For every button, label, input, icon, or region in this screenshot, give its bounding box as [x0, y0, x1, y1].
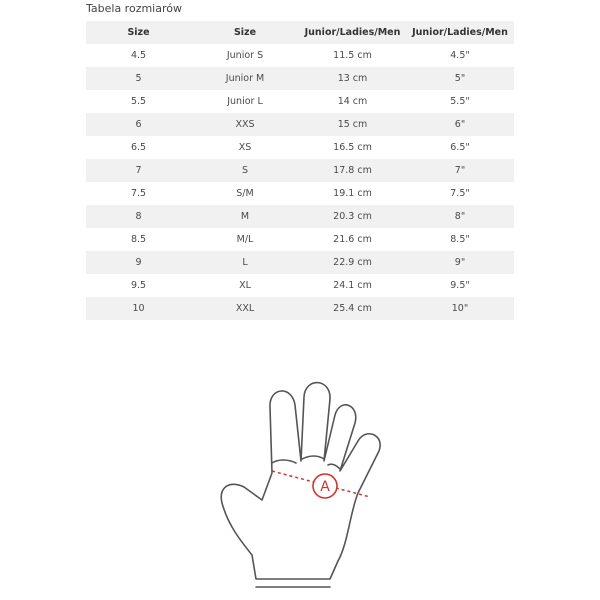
- table-row: [86, 228, 514, 251]
- cell-circumference-cm: 11.5 cm: [299, 44, 406, 67]
- table-row: [86, 159, 514, 182]
- cell-circumference-inch: 4.5": [406, 44, 514, 67]
- cell-size-label: Junior L: [191, 90, 299, 113]
- finger-crease-3: [328, 464, 340, 469]
- cell-size-number: 7: [86, 159, 191, 182]
- cell-size-number: 9.5: [86, 274, 191, 297]
- cell-size-number: 6.5: [86, 136, 191, 159]
- cell-size-number: 9: [86, 251, 191, 274]
- table-header-row: [86, 21, 514, 44]
- cell-circumference-inch: 7": [406, 159, 514, 182]
- cell-circumference-cm: 16.5 cm: [299, 136, 406, 159]
- size-table: [86, 21, 514, 320]
- cell-size-label: S/M: [191, 182, 299, 205]
- table-row: [86, 274, 514, 297]
- cell-circumference-cm: 24.1 cm: [299, 274, 406, 297]
- cell-circumference-cm: 21.6 cm: [299, 228, 406, 251]
- cell-circumference-cm: 17.8 cm: [299, 159, 406, 182]
- table-row: [86, 182, 514, 205]
- cell-circumference-cm: 14 cm: [299, 90, 406, 113]
- hand-outline: [221, 383, 380, 587]
- cell-size-number: 5.5: [86, 90, 191, 113]
- cell-size-label: XS: [191, 136, 299, 159]
- cell-size-number: 4.5: [86, 44, 191, 67]
- cell-size-label: Junior M: [191, 67, 299, 90]
- cell-size-label: XL: [191, 274, 299, 297]
- cell-circumference-inch: 8.5": [406, 228, 514, 251]
- cell-circumference-cm: 15 cm: [299, 113, 406, 136]
- cell-circumference-cm: 19.1 cm: [299, 182, 406, 205]
- hand-measurement-diagram: [200, 375, 400, 595]
- cell-circumference-cm: 25.4 cm: [299, 297, 406, 320]
- table-row: [86, 251, 514, 274]
- cell-size-number: 10: [86, 297, 191, 320]
- cell-size-label: XXL: [191, 297, 299, 320]
- header-size-label: Size: [191, 21, 299, 44]
- cell-circumference-inch: 6.5": [406, 136, 514, 159]
- cell-size-label: Junior S: [191, 44, 299, 67]
- table-row: [86, 90, 514, 113]
- cell-circumference-inch: 5.5": [406, 90, 514, 113]
- cell-circumference-inch: 6": [406, 113, 514, 136]
- finger-crease-2: [302, 456, 324, 459]
- table-row: [86, 297, 514, 320]
- header-circumference-cm: Junior/Ladies/Men: [299, 21, 406, 44]
- header-size-number: Size: [86, 21, 191, 44]
- cell-size-number: 6: [86, 113, 191, 136]
- cell-size-label: M/L: [191, 228, 299, 251]
- cell-size-label: XXS: [191, 113, 299, 136]
- header-circumference-inch: Junior/Ladies/Men: [406, 21, 514, 44]
- table-row: [86, 205, 514, 228]
- table-row: [86, 67, 514, 90]
- table-body: [86, 44, 514, 320]
- cell-circumference-inch: 5": [406, 67, 514, 90]
- table-row: [86, 136, 514, 159]
- cell-circumference-inch: 10": [406, 297, 514, 320]
- cell-circumference-inch: 8": [406, 205, 514, 228]
- finger-crease-1: [272, 460, 296, 463]
- cell-size-number: 5: [86, 67, 191, 90]
- cell-circumference-cm: 22.9 cm: [299, 251, 406, 274]
- cell-size-number: 8: [86, 205, 191, 228]
- page-title: Tabela rozmiarów: [86, 2, 182, 15]
- cell-circumference-inch: 9": [406, 251, 514, 274]
- measurement-label: A: [320, 479, 330, 495]
- cell-circumference-inch: 7.5": [406, 182, 514, 205]
- table-row: [86, 113, 514, 136]
- measurement-marker: [272, 471, 370, 498]
- cell-circumference-inch: 9.5": [406, 274, 514, 297]
- cell-size-label: L: [191, 251, 299, 274]
- cell-circumference-cm: 13 cm: [299, 67, 406, 90]
- cell-circumference-cm: 20.3 cm: [299, 205, 406, 228]
- hand-outline-path: [221, 383, 380, 579]
- cell-size-number: 7.5: [86, 182, 191, 205]
- table-row: [86, 44, 514, 67]
- cell-size-label: S: [191, 159, 299, 182]
- cell-size-number: 8.5: [86, 228, 191, 251]
- cell-size-label: M: [191, 205, 299, 228]
